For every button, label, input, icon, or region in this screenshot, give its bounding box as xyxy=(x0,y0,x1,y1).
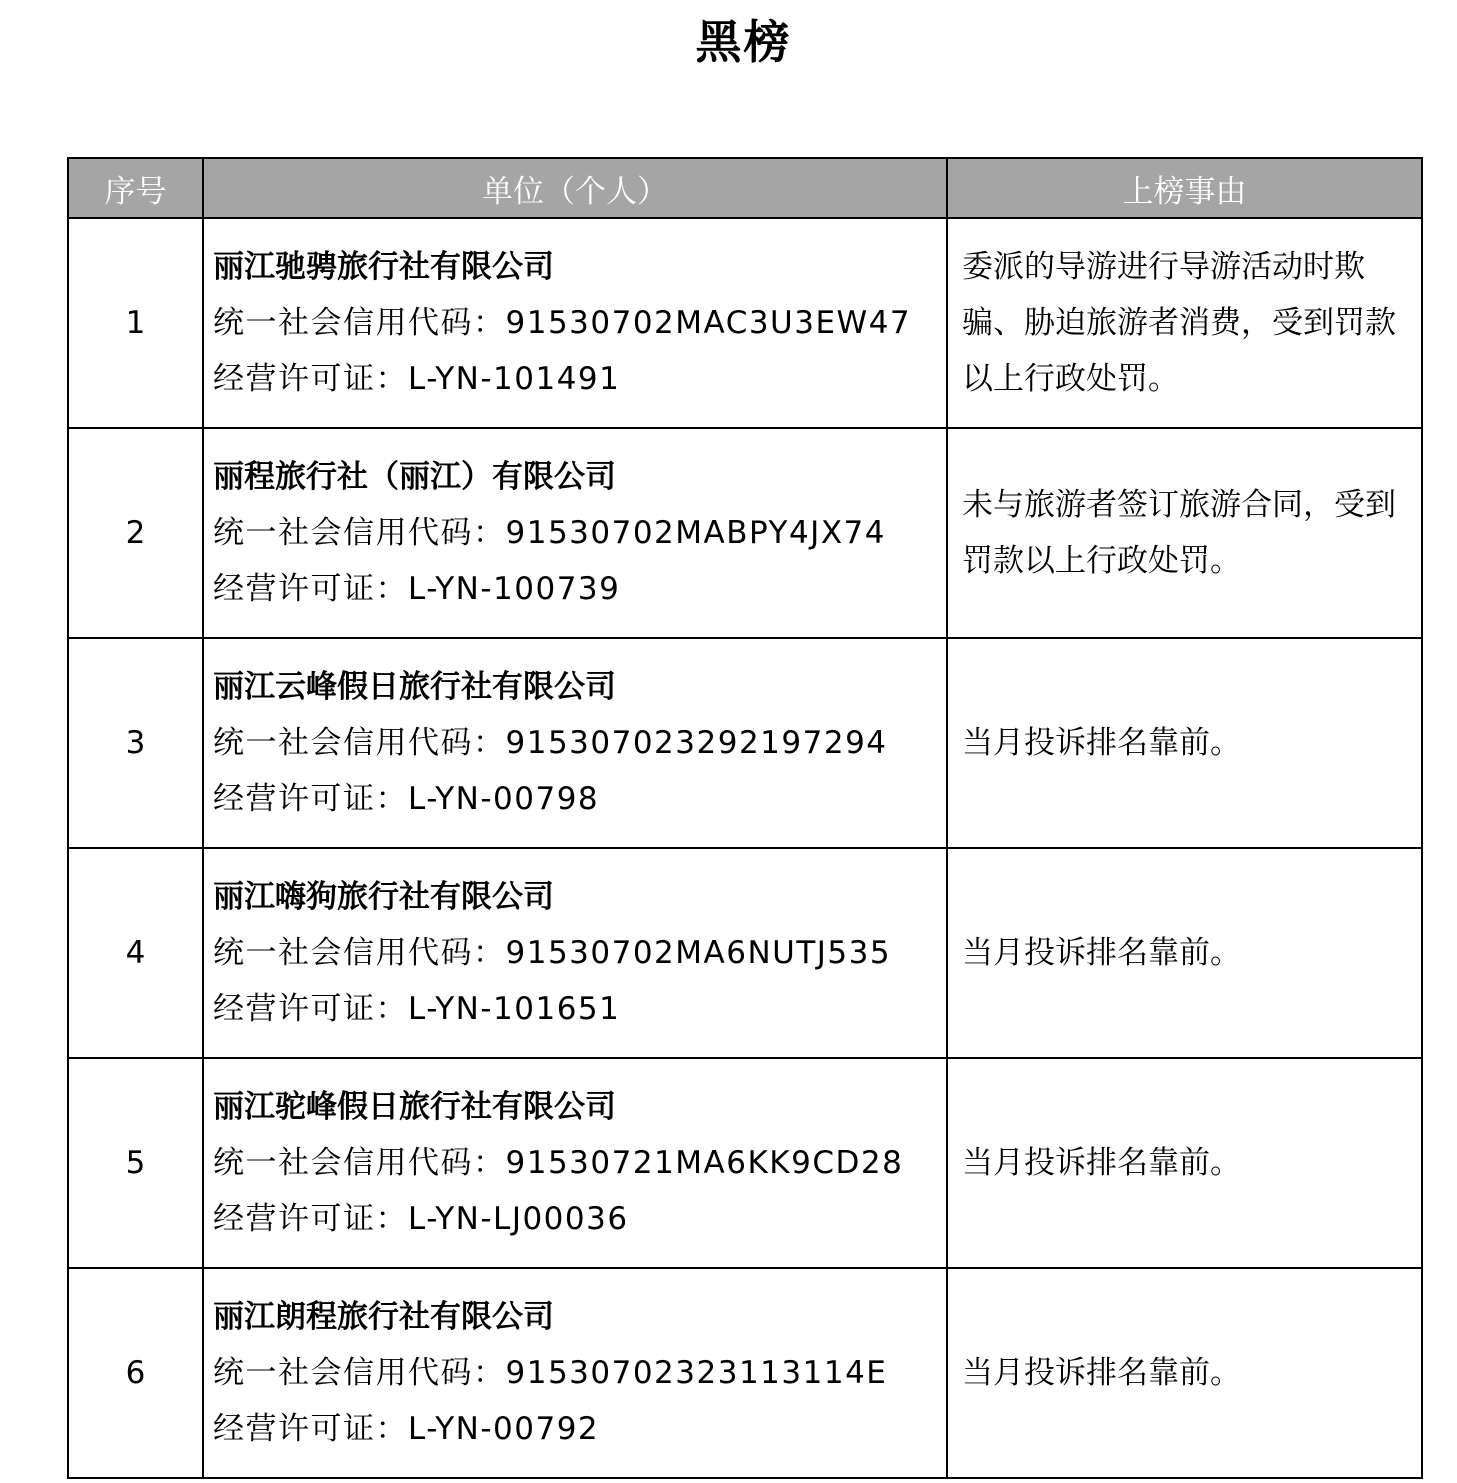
unit-cell xyxy=(203,428,947,638)
business-license: 经营许可证：L-YN-00798 xyxy=(213,781,600,817)
serial-number: 4 xyxy=(68,848,203,1058)
table-row xyxy=(68,428,1422,638)
unit-cell xyxy=(203,1268,947,1478)
listing-reason: 当月投诉排名靠前。 xyxy=(947,1268,1422,1478)
table-header xyxy=(68,158,1422,218)
table-row xyxy=(68,1058,1422,1268)
listing-reason: 当月投诉排名靠前。 xyxy=(947,1058,1422,1268)
company-name: 丽江嗨狗旅行社有限公司 xyxy=(213,879,554,915)
credit-code: 统一社会信用代码：915307023292197294 xyxy=(213,725,888,761)
business-license: 经营许可证：L-YN-00792 xyxy=(213,1411,600,1447)
business-license: 经营许可证：L-YN-101651 xyxy=(213,991,621,1027)
credit-code: 统一社会信用代码：91530702MABPY4JX74 xyxy=(213,515,887,551)
serial-number: 3 xyxy=(68,638,203,848)
table-row xyxy=(68,218,1422,428)
business-license: 经营许可证：L-YN-LJ00036 xyxy=(213,1201,629,1237)
company-name: 丽江驰骋旅行社有限公司 xyxy=(213,249,554,285)
credit-code: 统一社会信用代码：91530702MA6NUTJ535 xyxy=(213,935,892,971)
blacklist-table xyxy=(67,157,1423,1479)
serial-number: 1 xyxy=(68,218,203,428)
unit-cell xyxy=(203,638,947,848)
serial-number: 5 xyxy=(68,1058,203,1268)
serial-number: 6 xyxy=(68,1268,203,1478)
business-license: 经营许可证：L-YN-101491 xyxy=(213,361,621,397)
company-name: 丽江驼峰假日旅行社有限公司 xyxy=(213,1089,616,1125)
unit-cell xyxy=(203,848,947,1058)
table-body xyxy=(68,218,1422,1478)
unit-cell xyxy=(203,218,947,428)
header-unit: 单位（个人） xyxy=(203,158,947,218)
page-title: 黑榜 xyxy=(695,15,792,69)
serial-number: 2 xyxy=(68,428,203,638)
credit-code: 统一社会信用代码：91530721MA6KK9CD28 xyxy=(213,1145,904,1181)
company-name: 丽江云峰假日旅行社有限公司 xyxy=(213,669,616,705)
listing-reason: 未与旅游者签订旅游合同，受到罚款以上行政处罚。 xyxy=(947,428,1422,638)
business-license: 经营许可证：L-YN-100739 xyxy=(213,571,621,607)
credit-code: 统一社会信用代码：91530702MAC3U3EW47 xyxy=(213,305,912,341)
unit-cell xyxy=(203,1058,947,1268)
table-row xyxy=(68,1268,1422,1478)
listing-reason: 当月投诉排名靠前。 xyxy=(947,638,1422,848)
listing-reason: 当月投诉排名靠前。 xyxy=(947,848,1422,1058)
header-row xyxy=(68,158,1422,218)
credit-code: 统一社会信用代码：915307023231131​14E xyxy=(213,1355,888,1391)
company-name: 丽江朗程旅行社有限公司 xyxy=(213,1299,554,1335)
header-serial-number: 序号 xyxy=(68,158,203,218)
listing-reason: 委派的导游进行导游活动时欺骗、胁迫旅游者消费，受到罚款以上行政处罚。 xyxy=(947,218,1422,428)
table-row xyxy=(68,638,1422,848)
company-name: 丽程旅行社（丽江）有限公司 xyxy=(213,459,616,495)
table-row xyxy=(68,848,1422,1058)
header-reason: 上榜事由 xyxy=(947,158,1422,218)
